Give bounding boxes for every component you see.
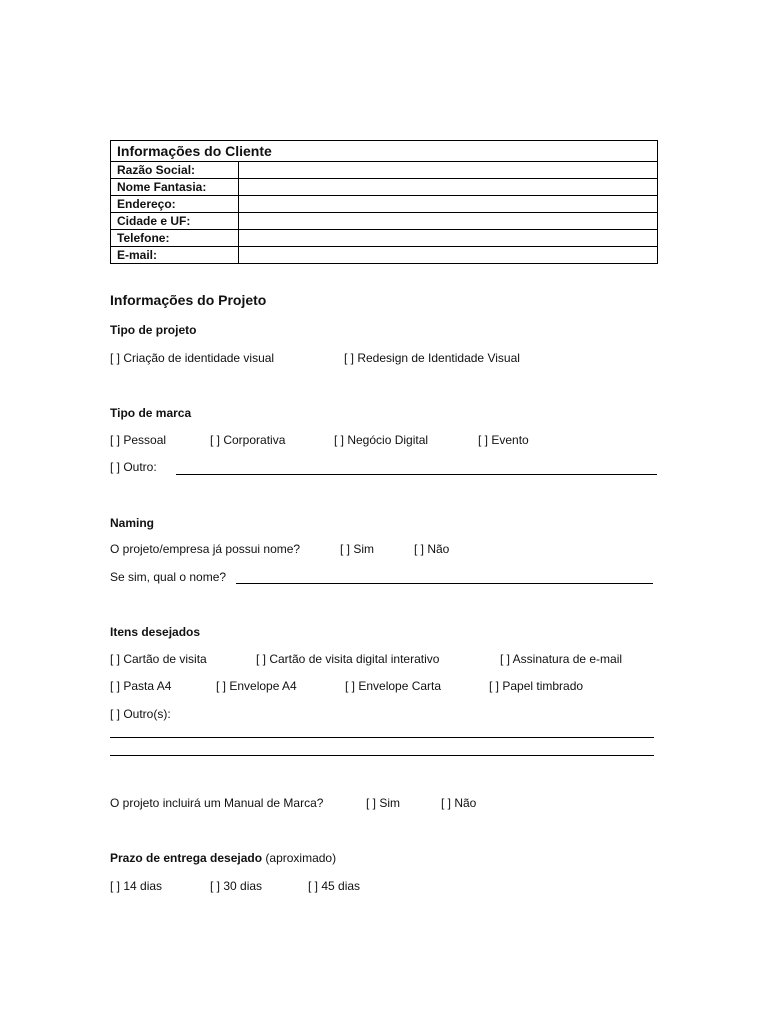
- option-outro-marca[interactable]: [ ] Outro:: [110, 460, 157, 474]
- option-envelope-a4[interactable]: [ ] Envelope A4: [216, 679, 297, 693]
- prazo-note: (aproximado): [262, 851, 337, 865]
- option-naming-sim[interactable]: [ ] Sim: [340, 542, 375, 556]
- project-info-title: Informações do Projeto: [110, 292, 267, 308]
- naming-label: Naming: [110, 516, 155, 530]
- tipo-marca-label: Tipo de marca: [110, 406, 192, 420]
- field-value-cidade-uf[interactable]: [239, 213, 658, 230]
- option-corporativa[interactable]: [ ] Corporativa: [210, 433, 286, 447]
- option-cartao-visita[interactable]: [ ] Cartão de visita: [110, 652, 207, 666]
- option-papel-timbrado[interactable]: [ ] Papel timbrado: [489, 679, 584, 693]
- prazo-heading: [110, 851, 336, 865]
- field-label-endereco: Endereço:: [111, 196, 239, 213]
- option-criacao-identidade[interactable]: [ ] Criação de identidade visual: [110, 351, 275, 365]
- field-label-razao-social: Razão Social:: [111, 162, 239, 179]
- outro-marca-line[interactable]: [176, 474, 657, 475]
- field-value-razao-social[interactable]: [239, 162, 658, 179]
- option-30-dias[interactable]: [ ] 30 dias: [210, 879, 263, 893]
- field-label-telefone: Telefone:: [111, 230, 239, 247]
- client-info-title: Informações do Cliente: [111, 141, 658, 162]
- field-value-email[interactable]: [239, 247, 658, 264]
- tipo-projeto-label: Tipo de projeto: [110, 323, 197, 337]
- option-negocio-digital[interactable]: [ ] Negócio Digital: [334, 433, 429, 447]
- option-pessoal[interactable]: [ ] Pessoal: [110, 433, 167, 447]
- option-cartao-digital[interactable]: [ ] Cartão de visita digital interativo: [256, 652, 440, 666]
- option-manual-sim[interactable]: [ ] Sim: [366, 796, 401, 810]
- field-value-nome-fantasia[interactable]: [239, 179, 658, 196]
- field-label-email: E-mail:: [111, 247, 239, 264]
- client-info-table: [110, 140, 658, 264]
- itens-label: Itens desejados: [110, 625, 201, 639]
- option-envelope-carta[interactable]: [ ] Envelope Carta: [345, 679, 442, 693]
- option-45-dias[interactable]: [ ] 45 dias: [308, 879, 361, 893]
- field-label-cidade-uf: Cidade e UF:: [111, 213, 239, 230]
- outros-itens-line-1[interactable]: [110, 737, 654, 738]
- naming-followup: Se sim, qual o nome?: [110, 570, 227, 584]
- option-outros-itens[interactable]: [ ] Outro(s):: [110, 707, 171, 721]
- naming-line[interactable]: [236, 583, 653, 584]
- option-evento[interactable]: [ ] Evento: [478, 433, 529, 447]
- outros-itens-line-2[interactable]: [110, 755, 654, 756]
- naming-question: O projeto/empresa já possui nome?: [110, 542, 301, 556]
- option-manual-nao[interactable]: [ ] Não: [441, 796, 477, 810]
- field-value-telefone[interactable]: [239, 230, 658, 247]
- option-pasta-a4[interactable]: [ ] Pasta A4: [110, 679, 172, 693]
- option-redesign-identidade[interactable]: [ ] Redesign de Identidade Visual: [344, 351, 520, 365]
- option-naming-nao[interactable]: [ ] Não: [414, 542, 450, 556]
- option-assinatura-email[interactable]: [ ] Assinatura de e-mail: [500, 652, 623, 666]
- field-label-nome-fantasia: Nome Fantasia:: [111, 179, 239, 196]
- option-14-dias[interactable]: [ ] 14 dias: [110, 879, 163, 893]
- prazo-label: Prazo de entrega desejado: [110, 851, 263, 865]
- manual-question: O projeto incluirá um Manual de Marca?: [110, 796, 324, 810]
- field-value-endereco[interactable]: [239, 196, 658, 213]
